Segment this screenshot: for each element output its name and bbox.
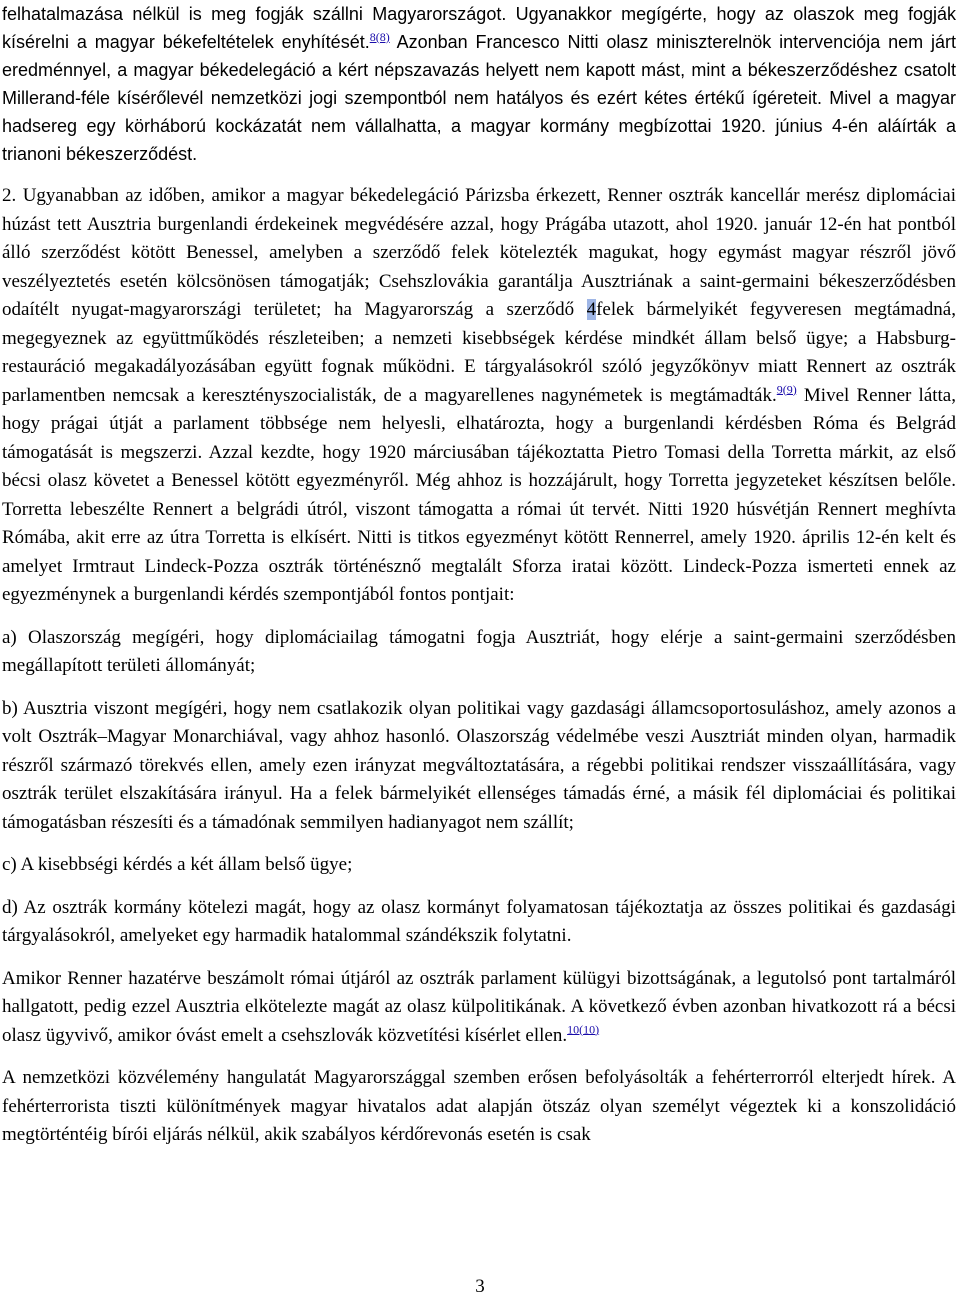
paragraph-1-text-b: Azonban Francesco Nitti olasz miniszterelnök intervenciója nem járt eredménnyel, a magyar békedelegáció a kért népszavazás helyett nem kapott mást, mint a békeszerződéshez csatolt Millerand-féle kísérőlevél nemzetközi jogi szempontból nem hatályos és ezért kétes értékű ígéreteit. Mivel a magyar hadsereg egy körháború kockázatát nem vállalhatta, a magyar kormány megbízottai 1920. június 4-én aláírták a trianoni békeszerződést. [2, 32, 956, 164]
list-item-b: b) Ausztria viszont megígéri, hogy nem csatlakozik olyan politikai vagy gazdasági államcsoportosuláshoz, amely azonos a volt Osztrák–Magyar Monarchiával, vagy ahhoz hasonló. Olaszország védelmébe veszi Ausztriát minden olyan, harmadik részről származó törekvés ellen, amely ezen irányzat megváltoztatására, a régebbi politikai rendszer visszaállítására, vagy osztrák terület elszakítására irányul. Ha a felek bármelyikét ellenséges támadás érné, a másik fél diplomáciai és politikai támogatásban részesíti és a támadónak semmilyen hadianyagot nem szállít; [2, 697, 956, 833]
paragraph-1 [2, 0, 956, 168]
paragraph-1-text-a: felhatalmazása nélkül is meg fogják szállni Magyarországot. Ugyanakkor megígérte, hogy az olaszok meg fogják kísérelni a magyar békefeltételek enyhítését. [2, 4, 956, 52]
footnote-link-10[interactable]: 10(10) [567, 1022, 600, 1037]
page-number: 3 [475, 1276, 485, 1297]
paragraph-2-text-b: felek bármelyikét fegyveresen megtámadná, megegyeznek az együttműködés részleteiben; a nemzeti kisebbségek kérdése mindkét állam belső ügye; a Habsburg-restauráció megakadályozásában együtt fognak működni. E tárgyalásokról szóló jegyzőkönyv miatt Rennert az osztrák parlamentben nemcsak a keresztényszocialisták, de a magyarellenes nagynémetek is megtámadták. [2, 299, 956, 406]
footnote-link-8[interactable]: 8(8) [369, 30, 390, 44]
paragraph-2-text-a: 2. Ugyanabban az időben, amikor a magyar békedelegáció Párizsba érkezett, Renner osztrák kancellár merész diplomáciai húzást tett Ausztria burgenlandi érdekeinek megvédésére azzal, hogy Prágába utazott, ahol 1920. január 12-én hat pontból álló szerződést kötött Benessel, amelyben a szerződő felek kötelezték magukat, hogy egymást magyar részről jövő veszélyeztetés esetén kölcsönösen támogatják; Csehszlovákia garantálja Ausztriának a saint-germaini békeszerződésben odaítélt nyugat-magyarországi területet; ha Magyarország a szerződő [2, 185, 956, 320]
paragraph-7-text: Amikor Renner hazatérve beszámolt római útjáról az osztrák parlament külügyi bizottságának, a legutolsó pont tartalmáról hallgatott, pedig ezzel Ausztria elkötelezte magát az olasz külpolitikának. A következő évben azonban hivatkozott rá a bécsi olasz ügyvivő, amikor óvást emelt a csehszlovák közvetítési kísérlet ellen. [2, 967, 956, 1046]
list-item-a: a) Olaszország megígéri, hogy diplomáciailag támogatni fogja Ausztriát, hogy elérje a saint-germaini szerződésben megállapított területi állományát; [2, 626, 956, 676]
paragraph-2-text-c: Mivel Renner látta, hogy prágai útját a parlament többsége nem helyesli, elhatározta, hogy a burgenlandi kérdésben Róma és Belgrád támogatását is megszerzi. Azzal kezdte, hogy 1920 márciusában tájékoztatta Pietro Tomasi della Torretta márkit, az első bécsi olasz követet a Benessel kötött egyezményről. Még ahhoz is hozzájárult, hogy Torretta jegyzeteket készítsen belőle. Torretta lebeszélte Rennert a belgrádi útról, viszont támogatta a római út tervét. Nitti 1920 húsvétján Rennert meghívta Rómába, akit erre az útra Torretta is elkísért. Nitti is titkos egyezményt kötött Rennerrel, amely 1920. április 12-én kelt és amelyet Irmtraut Lindeck-Pozza osztrák történésznő megtalált Sforza iratai között. Lindeck-Pozza ismerteti ennek az egyezménynek a burgenlandi kérdés szempontjából fontos pontjait: [2, 384, 956, 605]
list-item-c: c) A kisebbségi kérdés a két állam belső ügye; [2, 854, 353, 875]
list-item-d: d) Az osztrák kormány kötelezi magát, hogy az olasz kormányt folyamatosan tájékoztatja az összes politikai és gazdasági tárgyalásokról, amelyeket egy harmadik hatalommal szándékszik folytatni. [2, 896, 956, 946]
footnote-link-9[interactable]: 9(9) [776, 382, 797, 397]
paragraph-8: A nemzetközi közvélemény hangulatát Magyarországgal szemben erősen befolyásolták a fehérterrorról elterjedt hírek. A fehérterrorista tiszti különítmények magyar hivatalos adat alapján ötszáz olyan személyt végeztek ki a konszolidáció megtörténtéig bírói eljárás nélkül, akik szabályos kérdőrevonás esetén is csak [2, 1067, 956, 1145]
paragraph-7 [2, 965, 956, 1051]
paragraph-2 [2, 182, 956, 610]
highlighted-number: 4 [586, 299, 597, 320]
